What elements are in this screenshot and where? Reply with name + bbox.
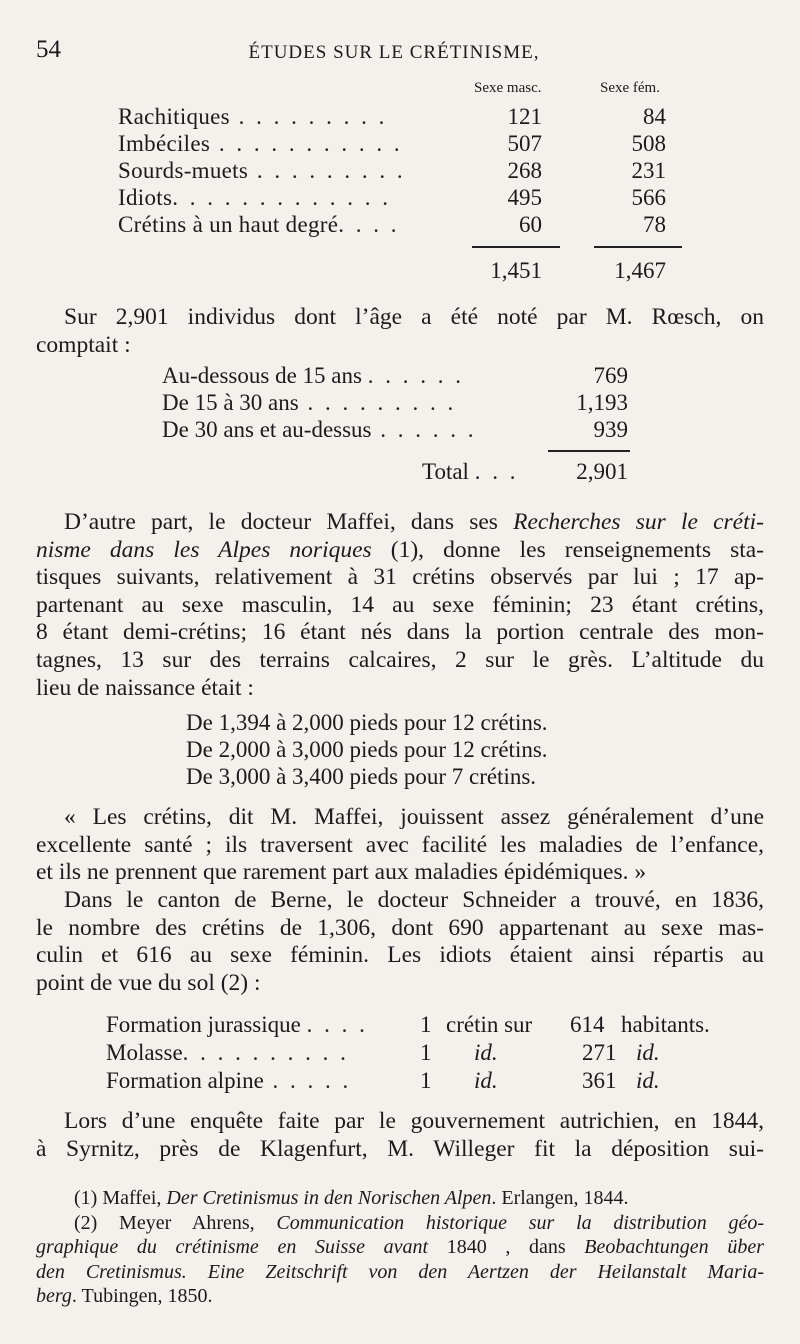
- table-row: [106, 1012, 368, 1038]
- book-title: Der Cretinismus in den Norischen Alpen: [166, 1187, 492, 1209]
- table-row: [118, 212, 399, 238]
- text-line: Sur 2,901 individus dont l’âge a été noté par M. Rœsch, on: [64, 304, 764, 330]
- cell-tail: id.: [636, 1068, 660, 1093]
- footnote-2-cont: [36, 1284, 764, 1309]
- total-fem: 1,467: [614, 258, 666, 283]
- cell-masc: 60: [519, 212, 542, 237]
- leader-dots: . . . .: [306, 1012, 368, 1037]
- text-run: . Tubingen, 1850.: [71, 1285, 213, 1307]
- table-row: [162, 417, 477, 443]
- page-header: [36, 36, 752, 70]
- text-line: Dans le canton de Berne, le docteur Schneider a trouvé, en 1836,: [64, 887, 764, 913]
- cell-word: id.: [474, 1040, 498, 1065]
- cell-value: 939: [593, 417, 628, 442]
- table-row: [106, 1040, 349, 1066]
- text-run: (1) Maffei,: [74, 1187, 167, 1209]
- table-row: De 3,000 à 3,400 pieds pour 7 crétins.: [186, 764, 537, 789]
- cell-masc: 268: [507, 158, 542, 183]
- cell-one: 1: [420, 1040, 432, 1065]
- cell-tail: habitants.: [621, 1012, 710, 1037]
- cell-word: crétin sur: [446, 1012, 533, 1037]
- column-header-fem: Sexe fém.: [600, 80, 660, 96]
- paragraph: [36, 804, 764, 887]
- sum-rule: [472, 246, 560, 248]
- paragraph: [36, 304, 764, 359]
- text-line: comptait :: [36, 331, 131, 358]
- cell-fem: 566: [631, 185, 666, 210]
- footnotes: [36, 1186, 764, 1309]
- cell-value: 1,193: [576, 390, 628, 415]
- total-label: Total: [422, 459, 469, 484]
- table-row: [118, 131, 403, 157]
- leader-dots: . . . . . . . . .: [248, 158, 406, 183]
- cell-masc: 495: [507, 185, 542, 210]
- book-title: den Cretinismus. Eine Zeitschrift von den Aertzen der Heilanstalt Maria-: [36, 1260, 764, 1283]
- cell-fem: 508: [631, 131, 666, 156]
- book-title: Recherches sur le créti-: [513, 509, 764, 535]
- cell-fem: 231: [631, 158, 666, 183]
- book-title: nisme dans les Alpes noriques: [36, 536, 372, 563]
- text-run: D’autre part, le docteur Maffei, dans ses: [64, 509, 514, 535]
- sum-rule: [594, 246, 682, 248]
- total-value: 2,901: [576, 459, 628, 484]
- text-run: (1), donne les renseignements sta-: [371, 536, 764, 563]
- row-label: Au-dessous de 15 ans: [162, 363, 362, 388]
- footnote-2-cont: [36, 1235, 764, 1260]
- book-title: graphique du crétinisme en Suisse avant: [36, 1236, 429, 1258]
- text-line: 8 étant demi-crétins; 16 étant nés dans la portion centrale des mon-: [36, 619, 764, 646]
- leader-dots: . . . . . .: [371, 417, 477, 442]
- paragraph: [36, 509, 764, 702]
- text-line: point de vue du sol (2) :: [36, 969, 261, 996]
- leader-dots: . . . . . . . . .: [229, 104, 388, 129]
- cell-fem: 84: [643, 104, 666, 129]
- table-row: De 2,000 à 3,000 pieds pour 12 crétins.: [186, 737, 548, 762]
- cell-tail: id.: [636, 1040, 660, 1065]
- row-label: Crétins à un haut degré: [118, 212, 339, 237]
- total-masc: 1,451: [490, 258, 542, 283]
- cell-word: id.: [474, 1068, 498, 1093]
- text-run: . Erlangen, 1844.: [491, 1187, 629, 1209]
- table-row: [162, 363, 464, 389]
- row-label: Formation alpine: [106, 1068, 264, 1093]
- cell-value: 271: [582, 1040, 617, 1065]
- table-row: [118, 158, 406, 184]
- row-label: Imbéciles: [118, 131, 211, 156]
- book-title: berg: [36, 1285, 72, 1307]
- text-line: partenant au sexe masculin, 14 au sexe féminin; 23 étant crétins,: [36, 591, 764, 618]
- footnote-1: [36, 1186, 764, 1211]
- leader-dots: . . .: [474, 459, 519, 484]
- cell-value: 769: [593, 363, 628, 388]
- row-label: Idiots: [118, 185, 173, 210]
- leader-dots: . . . . . .: [367, 363, 464, 388]
- footnote-2-cont: [36, 1260, 764, 1285]
- text-line: tisques suivants, relativement à 31 crétins observés par lui ; 17 ap-: [36, 564, 764, 591]
- text-line: « Les crétins, dit M. Maffei, jouissent assez généralement d’une: [64, 804, 764, 830]
- table-row: [162, 390, 456, 416]
- leader-dots: . . . . . . . . . . .: [210, 131, 403, 156]
- book-title: Communication historique sur la distribution géo-: [276, 1211, 764, 1234]
- text-run: (2) Meyer Ahrens,: [74, 1211, 277, 1234]
- text-line: le nombre des crétins de 1,306, dont 690 appartenant au sexe mas-: [36, 914, 764, 941]
- text-line: et ils ne prennent que rarement part aux maladies épidémiques. »: [36, 859, 647, 886]
- row-label: De 15 à 30 ans: [162, 390, 299, 415]
- table-row: [118, 185, 391, 211]
- text-line: à Syrnitz, près de Klagenfurt, M. Willeger fit la déposition sui-: [36, 1135, 764, 1162]
- leader-dots: . . . . . . . . . .: [182, 1040, 349, 1065]
- leader-dots: . . . . . . . . .: [298, 390, 457, 415]
- table-row: De 1,394 à 2,000 pieds pour 12 crétins.: [186, 710, 548, 735]
- text-run: 1840 , dans: [428, 1236, 585, 1258]
- table-row: [106, 1068, 351, 1094]
- text-line: lieu de naissance était :: [36, 674, 254, 701]
- leader-dots: . . . . . . . . . . . . .: [172, 185, 391, 210]
- row-label: Sourds-muets: [118, 158, 249, 183]
- row-label: Formation jurassique: [106, 1012, 301, 1037]
- running-title: ÉTUDES SUR LE CRÉTINISME,: [248, 42, 540, 63]
- paragraph: [36, 1108, 764, 1163]
- table-row: [118, 104, 387, 130]
- cell-masc: 121: [507, 104, 542, 129]
- text-line: [36, 537, 764, 565]
- text-line: tagnes, 13 sur des terrains calcaires, 2 sur le grès. L’altitude du: [36, 646, 764, 673]
- row-label: Molasse: [106, 1040, 183, 1065]
- leader-dots: . . . . .: [263, 1068, 352, 1093]
- cell-value: 614: [570, 1012, 605, 1037]
- leader-dots: . . . .: [338, 212, 400, 237]
- cell-value: 361: [582, 1068, 617, 1093]
- row-label: Rachitiques: [118, 104, 230, 129]
- paragraph: [36, 887, 764, 997]
- row-label: De 30 ans et au-dessus: [162, 417, 372, 442]
- text-line: culin et 616 au sexe féminin. Les idiots étaient ainsi répartis au: [36, 942, 764, 969]
- text-line: excellente santé ; ils traversent avec facilité les maladies de l’enfance,: [36, 831, 764, 858]
- column-header-masc: Sexe masc.: [474, 80, 542, 96]
- cell-masc: 507: [507, 131, 542, 156]
- cell-fem: 78: [643, 212, 666, 237]
- text-line: [36, 509, 764, 537]
- book-title: Beobachtungen über: [584, 1236, 764, 1258]
- total-row: [422, 459, 518, 485]
- cell-one: 1: [420, 1012, 432, 1037]
- sum-rule: [548, 450, 630, 452]
- text-line: Lors d’une enquête faite par le gouvernement autrichien, en 1844,: [64, 1108, 764, 1134]
- cell-one: 1: [420, 1068, 432, 1093]
- footnote-2: [36, 1211, 764, 1236]
- page-number: 54: [36, 36, 61, 63]
